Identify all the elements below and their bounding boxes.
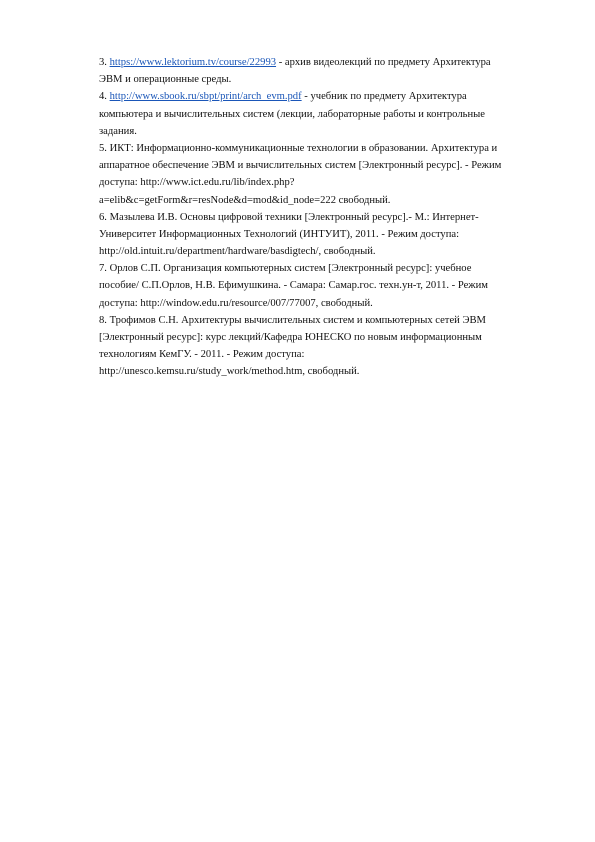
reference-text: доступа: http://window.edu.ru/resource/007/77007, свободный.: [99, 297, 373, 309]
reference-line: [99, 71, 559, 88]
reference-line: [99, 106, 559, 123]
reference-text: 3.: [99, 57, 110, 68]
reference-item: [99, 312, 559, 381]
reference-list: [99, 54, 559, 381]
reference-text: задания.: [99, 125, 137, 137]
reference-line: [99, 277, 559, 294]
reference-text: http://old.intuit.ru/department/hardware/basdigtech/, свободный.: [99, 246, 376, 258]
reference-line: [99, 174, 559, 191]
reference-item: [99, 209, 559, 261]
reference-line: [99, 209, 559, 226]
reference-text: аппаратное обеспечение ЭВМ и вычислительных систем [Электронный ресурс]. - Режим: [99, 160, 502, 172]
reference-text: 7. Орлов С.П. Организация компьютерных систем [Электронный ресурс]: учебное: [99, 263, 472, 275]
reference-line: [99, 329, 559, 346]
reference-line: [99, 88, 559, 105]
reference-text: - архив видеолекций по предмету Архитектура: [276, 57, 491, 68]
reference-item: [99, 260, 559, 312]
reference-text: технологиям КемГУ. - 2011. - Режим доступа:: [99, 349, 305, 361]
reference-line: [99, 123, 559, 140]
reference-line: [99, 295, 559, 312]
reference-line: [99, 140, 559, 157]
reference-line: [99, 312, 559, 329]
reference-line: [99, 260, 559, 277]
reference-text: пособие/ С.П.Орлов, Н.В. Ефимушкина. - Самара: Самар.гос. техн.ун-т, 2011. - Режим: [99, 280, 488, 292]
reference-text: доступа: http://www.ict.edu.ru/lib/index.php?: [99, 177, 295, 189]
reference-item: [99, 88, 559, 140]
reference-text: - учебник по предмету Архитектура: [301, 91, 467, 103]
reference-text: 6. Мазылева И.В. Основы цифровой техники [Электронный ресурс].- М.: Интернет-: [99, 211, 479, 223]
reference-text: http://unesco.kemsu.ru/study_work/method.htm, свободный.: [99, 366, 360, 378]
reference-item: [99, 140, 559, 209]
reference-line: [99, 243, 559, 260]
reference-line: [99, 157, 559, 174]
reference-link[interactable]: https://www.lektorium.tv/course/22993: [109, 57, 277, 68]
reference-line: [99, 226, 559, 243]
reference-text: [Электронный ресурс]: курс лекций/Кафедра ЮНЕСКО по новым информационным: [99, 332, 482, 343]
reference-text: Университет Информационных Технологий (ИНТУИТ), 2011. - Режим доступа:: [99, 228, 460, 240]
reference-text: 5. ИКТ: Информационно-коммуникационные технологии в образовании. Архитектура и: [99, 142, 498, 154]
reference-text: a=elib&c=getForm&r=resNode&d=mod&id_node=222 свободный.: [99, 194, 391, 206]
reference-text: компьютера и вычислительных систем (лекции, лабораторные работы и контрольные: [99, 108, 485, 120]
reference-item: [99, 54, 559, 88]
reference-line: [99, 192, 559, 209]
reference-line: [99, 54, 559, 71]
reference-text: 4.: [99, 91, 110, 103]
reference-text: ЭВМ и операционные среды.: [99, 74, 232, 86]
reference-line: [99, 346, 559, 363]
reference-link[interactable]: http://www.sbook.ru/sbpt/print/arch_evm.pdf: [109, 91, 302, 103]
reference-line: [99, 363, 559, 380]
reference-text: 8. Трофимов С.Н. Архитектуры вычислительных систем и компьютерных сетей ЭВМ: [99, 314, 486, 326]
